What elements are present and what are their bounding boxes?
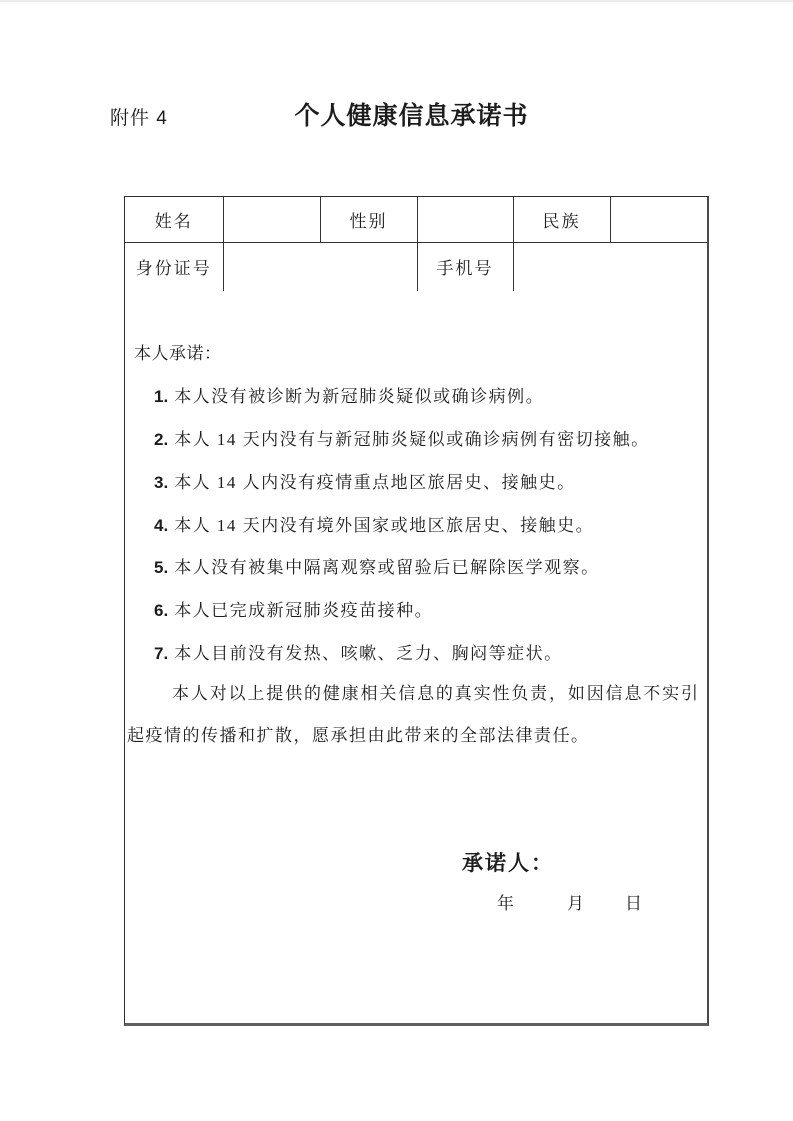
attachment-label: 附件 4 <box>110 108 168 129</box>
responsibility-paragraph-line-1: 本人对以上提供的健康相关信息的真实性负责，如因信息不实引 <box>172 684 698 703</box>
table-row <box>125 242 707 291</box>
form-box <box>124 196 709 1026</box>
phone-label: 手机号 <box>417 242 513 291</box>
promise-item-7 <box>154 633 563 675</box>
item-text: 本人没有被诊断为新冠肺炎疑似或确诊病例。 <box>174 387 545 406</box>
signer-label: 承诺人： <box>462 851 554 875</box>
id-number-value-cell[interactable] <box>223 242 417 291</box>
item-text: 本人已完成新冠肺炎疫苗接种。 <box>174 601 434 620</box>
date-line <box>497 891 642 917</box>
year-label: 年 <box>497 894 514 913</box>
promise-item-3 <box>154 462 576 504</box>
item-number: 6. <box>154 601 169 620</box>
item-text: 本人 14 人内没有疫情重点地区旅居史、接触史。 <box>174 473 576 492</box>
ethnicity-label: 民族 <box>513 197 610 242</box>
promise-intro: 本人承诺： <box>134 344 222 363</box>
item-text: 本人没有被集中隔离观察或留验后已解除医学观察。 <box>174 558 600 577</box>
phone-value-cell[interactable] <box>513 242 707 291</box>
page-title: 个人健康信息承诺书 <box>294 102 529 130</box>
day-label: 日 <box>625 894 642 913</box>
month-label: 月 <box>567 894 584 913</box>
promise-item-1 <box>154 376 544 418</box>
item-number: 1. <box>154 387 169 406</box>
name-label: 姓名 <box>125 197 223 242</box>
promise-item-4 <box>154 505 594 547</box>
item-number: 5. <box>154 558 169 577</box>
name-value-cell[interactable] <box>223 197 320 242</box>
personal-info-table <box>125 197 707 291</box>
promise-item-5 <box>154 547 600 589</box>
table-row <box>125 197 707 242</box>
item-number: 4. <box>154 516 169 535</box>
item-number: 7. <box>154 644 169 663</box>
item-text: 本人 14 天内没有与新冠肺炎疑似或确诊病例有密切接触。 <box>174 430 650 449</box>
gender-label: 性别 <box>320 197 417 242</box>
ethnicity-value-cell[interactable] <box>610 197 707 242</box>
item-number: 2. <box>154 430 169 449</box>
item-text: 本人目前没有发热、咳嗽、乏力、胸闷等症状。 <box>174 644 563 663</box>
item-text: 本人 14 天内没有境外国家或地区旅居史、接触史。 <box>174 516 595 535</box>
id-number-label: 身份证号 <box>125 242 223 291</box>
promise-item-2 <box>154 419 650 461</box>
promise-item-6 <box>154 590 433 632</box>
item-number: 3. <box>154 473 169 492</box>
gender-value-cell[interactable] <box>417 197 513 242</box>
responsibility-paragraph-line-2: 起疫情的传播和扩散，愿承担由此带来的全部法律责任。 <box>127 726 590 745</box>
